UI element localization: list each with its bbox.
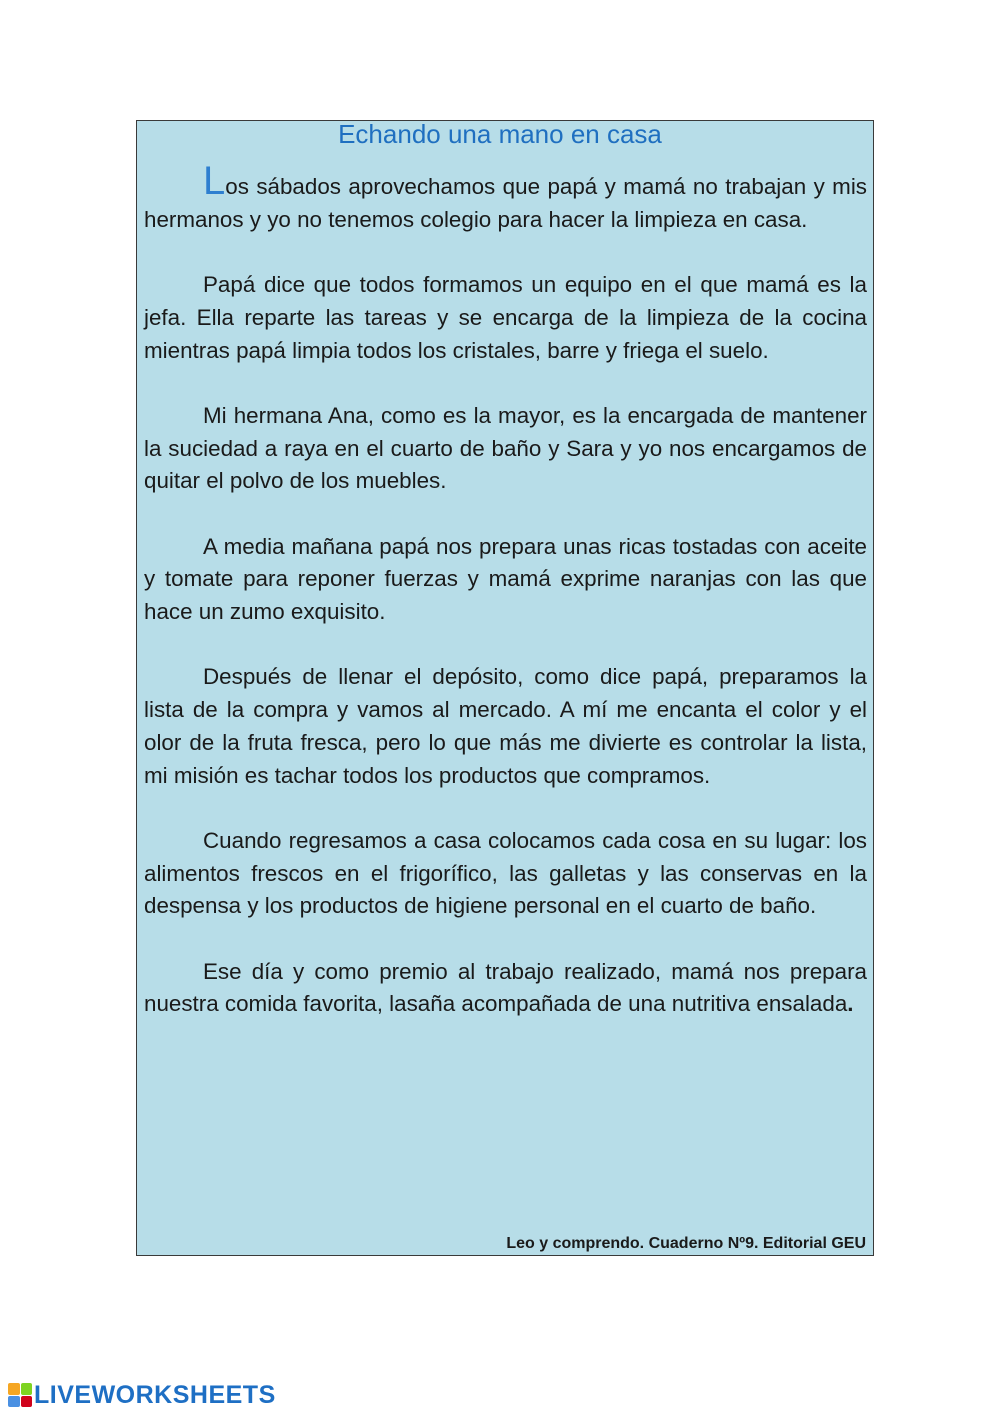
source-citation: Leo y comprendo. Cuaderno Nº9. Editorial GEU	[506, 1235, 866, 1252]
paragraph-5: Después de llenar el depósito, como dice papá, preparamos la lista de la compra y vamos al mercado. A mí me encanta el color y el olor de la fruta fresca, pero lo que más me divierte es controlar la lista, mi misión es tachar todos los productos que compramos.	[144, 664, 867, 788]
story-body	[144, 161, 867, 1054]
paragraph-1	[144, 161, 867, 236]
paragraph-6: Cuando regresamos a casa colocamos cada cosa en su lugar: los alimentos frescos en el frigorífico, las galletas y las conservas en la despensa y los productos de higiene personal en el cuarto de baño.	[144, 827, 867, 919]
paragraph-4: A media mañana papá nos prepara unas ricas tostadas con aceite y tomate para reponer fuerzas y mamá exprime naranjas con las que hace un zumo exquisito.	[144, 533, 867, 625]
reading-box	[136, 120, 874, 1256]
paragraph-7	[144, 956, 867, 1021]
paragraph-3: Mi hermana Ana, como es la mayor, es la encargada de mantener la suciedad a raya en el cuarto de baño y Sara y yo nos encargamos de quitar el polvo de los muebles.	[144, 402, 867, 494]
drop-cap: L	[203, 159, 226, 203]
paragraph-2: Papá dice que todos formamos un equipo en el que mamá es la jefa. Ella reparte las tareas y se encarga de la limpieza de la cocina mientras papá limpia todos los cristales, barre y friega el suelo.	[144, 272, 867, 363]
liveworksheets-logo[interactable]	[8, 1381, 276, 1409]
page-title: Echando una mano en casa	[338, 119, 662, 149]
logo-grid-icon	[8, 1383, 32, 1407]
paragraph-1-text: os sábados aprovechamos que papá y mamá no trabajan y mis hermanos y yo no tenemos colegio para hacer la limpieza en casa.	[144, 174, 867, 232]
paragraph-7-text: Ese día y como premio al trabajo realizado, mamá nos prepara nuestra comida favorita, lasaña acompañada de una nutritiva ensalada	[144, 958, 867, 1017]
logo-text: LIVEWORKSHEETS	[34, 1380, 276, 1409]
paragraph-7-end: .	[847, 991, 854, 1017]
